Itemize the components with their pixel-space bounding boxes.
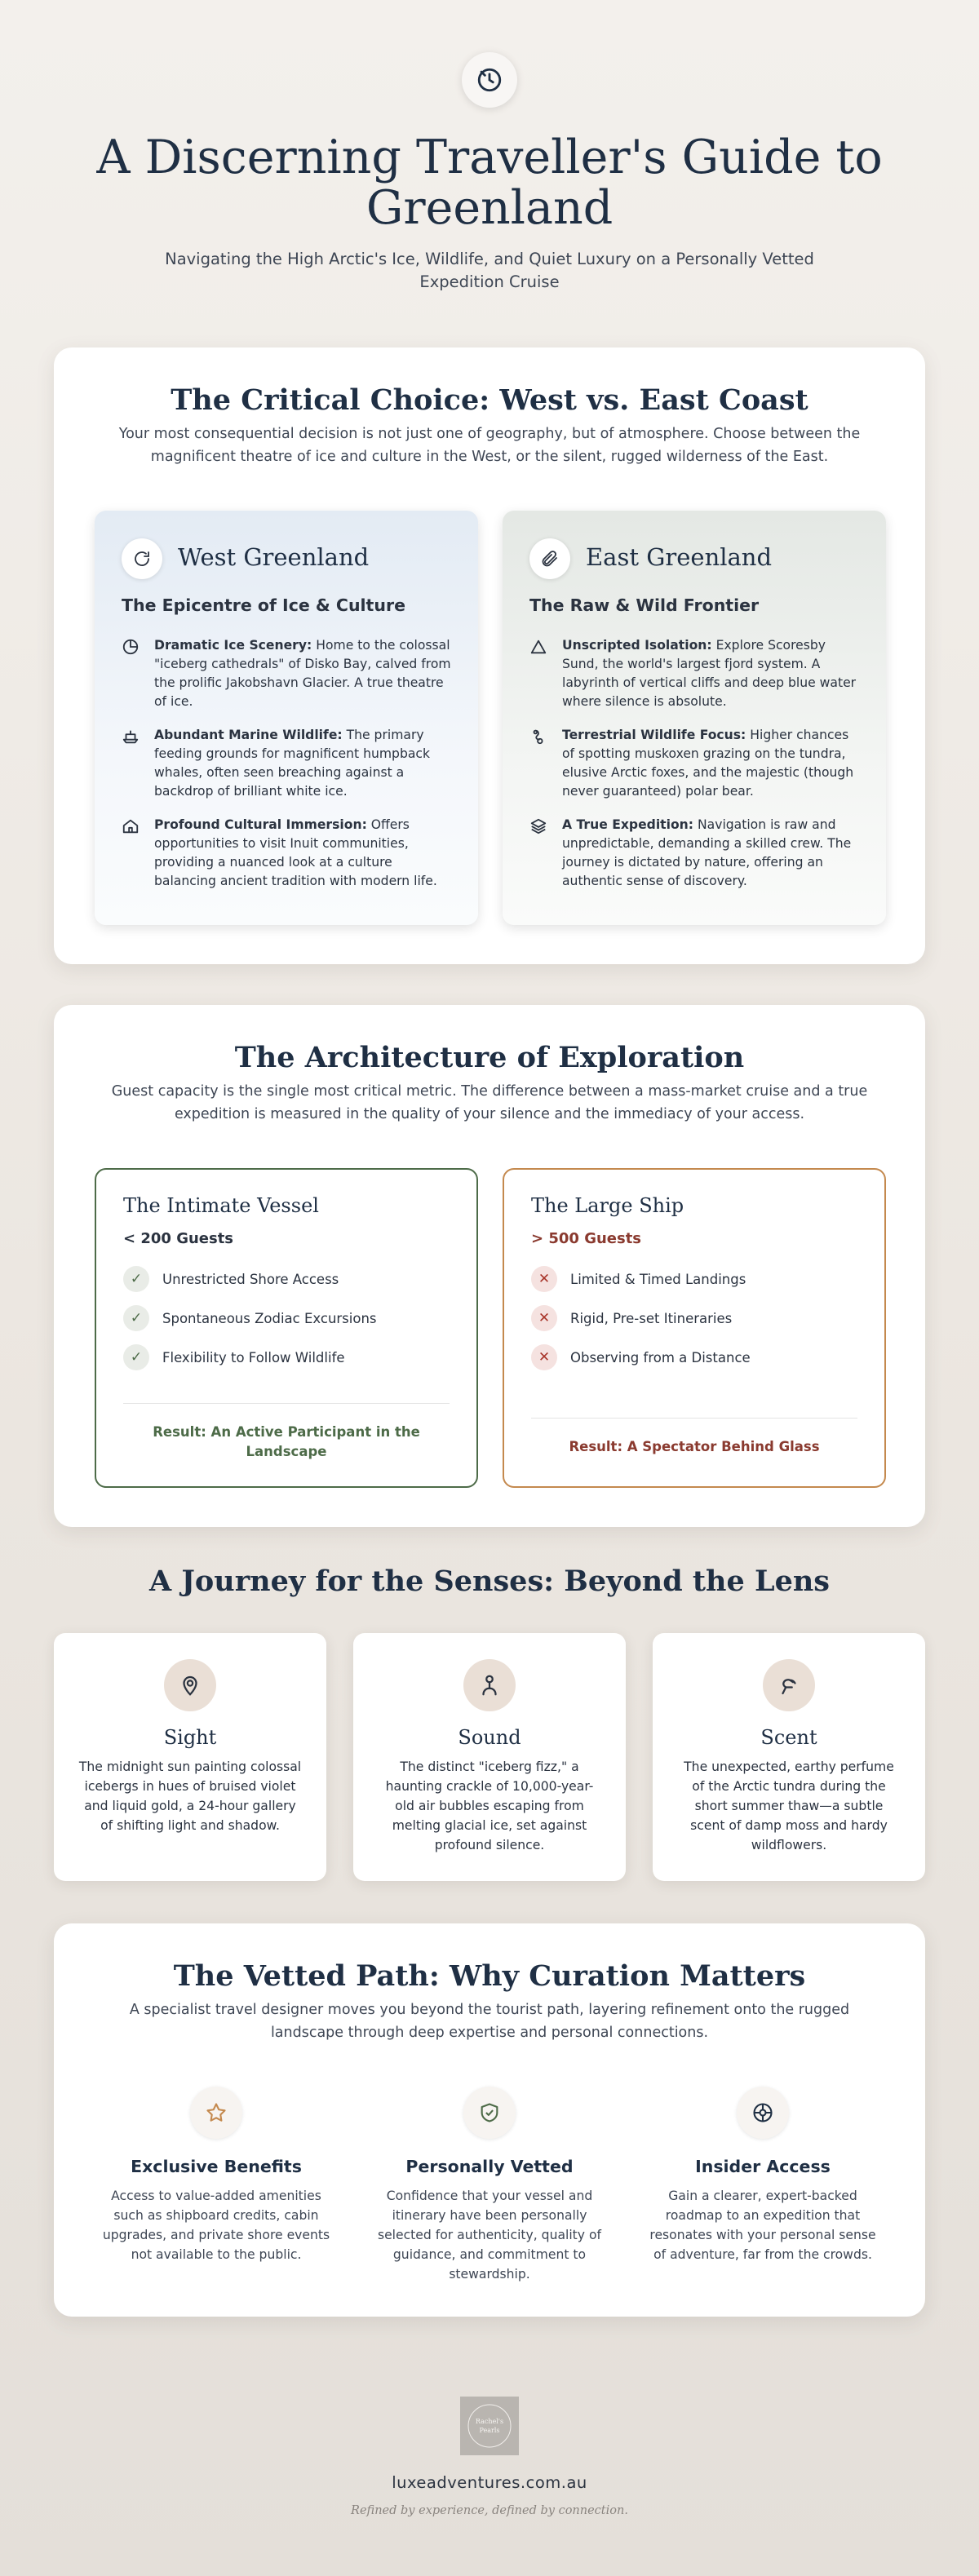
coast-name: West Greenland [178,543,370,571]
sense-card-scent [653,1633,925,1881]
benefit-text: Gain a clearer, expert-backed roadmap to an expedition that resonates with your personal sense of adventure, far from the crowds. [649,2189,876,2262]
list-item-label: Unrestricted Shore Access [162,1271,339,1287]
cross-icon: ✕ [531,1305,557,1331]
svg-text:Rachel's: Rachel's [475,2418,504,2425]
page-title: A Discerning Traveller's Guide to Greenland [96,131,883,235]
sense-text: The distinct "iceberg fizz," a haunting crackle of 10,000-year-old air bubbles escaping from melting glacial ice, set against profound silence. [385,1759,594,1852]
coast-tagline: The Epicentre of Ice & Culture [122,595,405,615]
result-text: Result: An Active Participant in the Landscape [153,1424,420,1459]
triangle-icon [529,636,552,711]
feature-item [529,816,862,891]
feature-text: Explore Scoresby Sund, the world's largest fjord system. A labyrinth of vertical cliffs and deep blue water where silence is absolute. [562,638,857,709]
vessel-name: The Intimate Vessel [123,1194,319,1217]
cross-icon: ✕ [531,1344,557,1370]
feature-text: Home to the colossal "iceberg cathedrals" of Disko Bay, calved from the prolific Jakobshavn Glacier. A true theatre of ice. [154,638,451,709]
list-item-label: Flexibility to Follow Wildlife [162,1349,345,1365]
brand-logo [460,2397,519,2455]
cross-icon: ✕ [531,1266,557,1292]
feature-text: The primary feeding grounds for magnificent humpback whales, often seen breaching against a backdrop of brilliant white ice. [154,728,431,799]
feature-title: Unscripted Isolation: [562,638,712,653]
west-greenland-card [95,511,478,925]
section-title: The Critical Choice: West vs. East Coast [171,383,808,417]
sense-card-sound [353,1633,626,1881]
location-pin-icon [164,1659,216,1711]
check-icon: ✓ [123,1344,149,1370]
section-title: The Vetted Path: Why Curation Matters [173,1959,806,1993]
guest-capacity: > 500 Guests [531,1230,642,1247]
feature-title: Profound Cultural Immersion: [154,817,367,832]
benefit-name: Exclusive Benefits [131,2157,302,2176]
section-subtitle: Guest capacity is the single most critical metric. The difference between a mass-market cruise and a true expedition is measured in the quality of your silence and the immediacy of your access. [111,1083,868,1122]
feature-item [122,816,454,891]
feature-title: Terrestrial Wildlife Focus: [562,728,746,742]
house-icon [122,816,144,891]
check-icon: ✓ [123,1305,149,1331]
coast-name: East Greenland [586,543,773,571]
feature-item [122,636,454,711]
section-subtitle: Your most consequential decision is not just one of geography, but of atmosphere. Choose between the magnificent theatre of ice and culture in the West, or the silent, rugged wilderness of the East. [118,426,861,465]
section-title: A Journey for the Senses: Beyond the Lens [149,1565,830,1598]
feature-item [529,726,862,801]
list-item-label: Limited & Timed Landings [570,1271,746,1287]
sense-text: The unexpected, earthy perfume of the Arctic tundra during the short summer thaw—a subtle scent of damp moss and hardy wildflowers. [684,1759,894,1852]
list-item [531,1305,732,1331]
list-item-label: Rigid, Pre-set Itineraries [570,1310,733,1326]
benefit-name: Insider Access [695,2157,831,2176]
vessel-name: The Large Ship [531,1194,684,1217]
list-item-label: Spontaneous Zodiac Excursions [162,1310,377,1326]
feature-text: Offers opportunities to visit Inuit communities, providing a nuanced look at a culture balancing ancient tradition with modern life. [154,817,437,888]
svg-text:Pearls: Pearls [479,2427,500,2434]
refresh-icon [122,538,162,579]
section-title: The Architecture of Exploration [234,1041,745,1074]
page-subtitle: Navigating the High Arctic's Ice, Wildlife, and Quiet Luxury on a Personally Vetted Expedition Cruise [165,250,814,291]
guest-capacity: < 200 Guests [123,1230,234,1247]
result-text: Result: A Spectator Behind Glass [569,1439,820,1454]
website-link[interactable]: luxeadventures.com.au [392,2473,587,2492]
large-ship-card [503,1168,886,1488]
east-greenland-card [503,511,886,925]
feature-text: Navigation is raw and unpredictable, demanding a skilled crew. The journey is dictated by nature, offering an authentic sense of discovery. [562,817,852,888]
feature-item [122,726,454,801]
feature-title: Dramatic Ice Scenery: [154,638,312,653]
feature-title: A True Expedition: [562,817,694,832]
sense-name: Sight [163,1726,217,1749]
sense-text: The midnight sun painting colossal icebergs in hues of bruised violet and liquid gold, a 24-hour gallery of shifting light and shadow. [78,1759,302,1833]
layers-icon [529,816,552,891]
sense-card-sight [54,1633,326,1881]
paperclip-icon [529,538,570,579]
benefit-name: Personally Vetted [405,2157,574,2176]
target-icon [737,2087,789,2139]
compass-icon [462,52,517,108]
architecture-section [54,1005,925,1527]
list-item [123,1305,377,1331]
feature-item [529,636,862,711]
feature-text: Higher chances of spotting muskoxen grazing on the tundra, elusive Arctic foxes, and the majestic (though never guaranteed) polar bear. [562,728,854,799]
star-icon [190,2087,242,2139]
list-item [123,1266,339,1292]
hand-icon [763,1659,815,1711]
sense-name: Sound [458,1726,521,1749]
person-icon [463,1659,516,1711]
sense-name: Scent [760,1726,817,1749]
boat-icon [122,726,144,801]
divider [531,1418,857,1419]
coast-tagline: The Raw & Wild Frontier [529,595,760,615]
shield-check-icon [463,2087,516,2139]
clock-pie-icon [122,636,144,711]
curation-section [54,1923,925,2317]
list-item [531,1266,746,1292]
list-item-label: Observing from a Distance [570,1349,751,1365]
list-item [531,1344,751,1370]
footer-tagline: Refined by experience, defined by connection. [351,2504,628,2517]
paw-icon [529,726,552,801]
coast-choice-section [54,347,925,964]
feature-title: Abundant Marine Wildlife: [154,728,343,742]
check-icon: ✓ [123,1266,149,1292]
section-subtitle: A specialist travel designer moves you beyond the tourist path, layering refinement onto the rugged landscape through deep expertise and personal connections. [129,2002,850,2041]
divider [123,1403,450,1404]
benefit-text: Access to value-added amenities such as shipboard credits, cabin upgrades, and private shore events not available to the public. [102,2189,330,2262]
benefit-text: Confidence that your vessel and itinerary have been personally selected for authenticity, quality of guidance, and commitment to stewardship. [377,2189,602,2282]
intimate-vessel-card [95,1168,478,1488]
list-item [123,1344,345,1370]
